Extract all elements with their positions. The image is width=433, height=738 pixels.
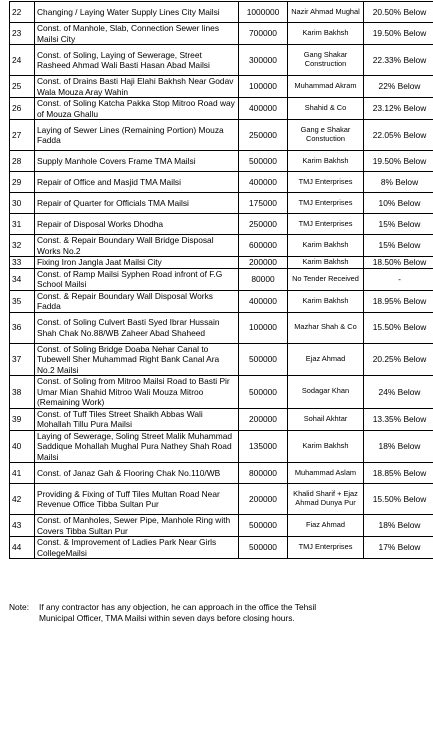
contractor-name: Shahid & Co: [288, 98, 364, 120]
rate-quoted: 10% Below: [364, 193, 433, 214]
row-number: 33: [10, 257, 35, 269]
estimated-cost: 200000: [239, 408, 288, 430]
row-number: 39: [10, 408, 35, 430]
estimated-cost: 200000: [239, 484, 288, 515]
contractor-name: Karim Bakhsh: [288, 257, 364, 269]
estimated-cost: 80000: [239, 268, 288, 290]
contractor-name: Karim Bakhsh: [288, 235, 364, 257]
row-number: 37: [10, 343, 35, 376]
work-description: Laying of Sewer Lines (Remaining Portion) Mouza Fadda: [35, 120, 239, 151]
note-label: Note:: [9, 602, 30, 612]
rate-quoted: 18% Below: [364, 430, 433, 463]
table-row: [10, 214, 433, 235]
table-row: [10, 193, 433, 214]
estimated-cost: 600000: [239, 235, 288, 257]
table-row: [10, 537, 433, 559]
work-description: Const. of Janaz Gah & Flooring Chak No.110/WB: [35, 463, 239, 484]
table-row: [10, 376, 433, 409]
work-description: Const. of Tuff Tiles Street Shaikh Abbas Wali Mohallah Tillu Pura Mailsi: [35, 408, 239, 430]
table-row: [10, 290, 433, 312]
row-number: 42: [10, 484, 35, 515]
table-row: [10, 235, 433, 257]
work-description: Const. of Drains Basti Haji Elahi Bakhsh Near Godav Wala Mouza Aray Wahin: [35, 76, 239, 98]
contractor-name: TMJ Enterprises: [288, 214, 364, 235]
contractor-name: Mazhar Shah & Co: [288, 312, 364, 343]
estimated-cost: 400000: [239, 98, 288, 120]
row-number: 22: [10, 2, 35, 23]
rate-quoted: 24% Below: [364, 376, 433, 409]
table-row: [10, 408, 433, 430]
estimated-cost: 500000: [239, 515, 288, 537]
estimated-cost: 250000: [239, 214, 288, 235]
work-description: Changing / Laying Water Supply Lines City Mailsi: [35, 2, 239, 23]
contractor-name: Ejaz Ahmad: [288, 343, 364, 376]
work-description: Repair of Office and Masjid TMA Mailsi: [35, 172, 239, 193]
estimated-cost: 300000: [239, 45, 288, 76]
estimated-cost: 800000: [239, 463, 288, 484]
table-row: [10, 343, 433, 376]
note-first-line: [9, 602, 429, 613]
note-block: [9, 602, 429, 624]
work-description: Providing & Fixing of Tuff Tiles Multan Road Near Revenue Office Tibba Sultan Pur: [35, 484, 239, 515]
contractor-name: TMJ Enterprises: [288, 193, 364, 214]
row-number: 30: [10, 193, 35, 214]
work-description: Const. of Soling Culvert Basti Syed Ibrar Hussain Shah Chak No.88/WB Zaheer Abad Shaheed: [35, 312, 239, 343]
rate-quoted: -: [364, 268, 433, 290]
work-description: Const. of Manhole, Slab, Connection Sewer lines Mailsi City: [35, 23, 239, 45]
estimated-cost: 1000000: [239, 2, 288, 23]
note-text-line-2: Municipal Officer, TMA Mailsi within seven days before closing hours.: [39, 613, 295, 623]
rate-quoted: 18.85% Below: [364, 463, 433, 484]
estimated-cost: 175000: [239, 193, 288, 214]
work-description: Fixing Iron Jangla Jaat Mailsi City: [35, 257, 239, 269]
rate-quoted: 17% Below: [364, 537, 433, 559]
table-row: [10, 172, 433, 193]
contractor-name: Nazir Ahmad Mughal: [288, 2, 364, 23]
table-row: [10, 515, 433, 537]
table-row: [10, 312, 433, 343]
work-description: Supply Manhole Covers Frame TMA Mailsi: [35, 151, 239, 172]
row-number: 29: [10, 172, 35, 193]
table-row: [10, 2, 433, 23]
row-number: 24: [10, 45, 35, 76]
row-number: 40: [10, 430, 35, 463]
contractor-name: Gang e Shakar Constuction: [288, 120, 364, 151]
works-table-body: [10, 2, 433, 559]
table-row: [10, 120, 433, 151]
rate-quoted: 20.25% Below: [364, 343, 433, 376]
table-row: [10, 45, 433, 76]
work-description: Const. of Ramp Mailsi Syphen Road infront of F.G School Mailsi: [35, 268, 239, 290]
work-description: Repair of Quarter for Officials TMA Mailsi: [35, 193, 239, 214]
estimated-cost: 400000: [239, 172, 288, 193]
row-number: 36: [10, 312, 35, 343]
rate-quoted: 22.05% Below: [364, 120, 433, 151]
estimated-cost: 135000: [239, 430, 288, 463]
row-number: 28: [10, 151, 35, 172]
contractor-name: Sohail Akhtar: [288, 408, 364, 430]
row-number: 25: [10, 76, 35, 98]
estimated-cost: 100000: [239, 312, 288, 343]
estimated-cost: 200000: [239, 257, 288, 269]
table-row: [10, 23, 433, 45]
table-row: [10, 98, 433, 120]
estimated-cost: 500000: [239, 151, 288, 172]
work-description: Repair of Disposal Works Dhodha: [35, 214, 239, 235]
table-row: [10, 257, 433, 269]
work-description: Const. of Manholes, Sewer Pipe, Manhole Ring with Covers Tibba Sultan Pur: [35, 515, 239, 537]
table-row: [10, 151, 433, 172]
row-number: 32: [10, 235, 35, 257]
rate-quoted: 18% Below: [364, 515, 433, 537]
contractor-name: Karim Bakhsh: [288, 430, 364, 463]
rate-quoted: 15.50% Below: [364, 312, 433, 343]
rate-quoted: 18.50% Below: [364, 257, 433, 269]
work-description: Const. & Improvement of Ladies Park Near Girls CollegeMailsi: [35, 537, 239, 559]
contractor-name: Muhammad Aslam: [288, 463, 364, 484]
row-number: 44: [10, 537, 35, 559]
contractor-name: Sodagar Khan: [288, 376, 364, 409]
work-description: Laying of Sewerage, Soling Street Malik Muhammad Saddique Mohallah Mughal Pura Nathey Shah Road Mailsi: [35, 430, 239, 463]
rate-quoted: 22% Below: [364, 76, 433, 98]
row-number: 23: [10, 23, 35, 45]
contractor-name: TMJ Enterprises: [288, 172, 364, 193]
contractor-name: Khalid Sharif + Ejaz Ahmad Dunya Pur: [288, 484, 364, 515]
row-number: 26: [10, 98, 35, 120]
rate-quoted: 15% Below: [364, 235, 433, 257]
table-row: [10, 484, 433, 515]
rate-quoted: 23.12% Below: [364, 98, 433, 120]
estimated-cost: 700000: [239, 23, 288, 45]
estimated-cost: 400000: [239, 290, 288, 312]
rate-quoted: 15% Below: [364, 214, 433, 235]
contractor-name: Gang Shakar Construction: [288, 45, 364, 76]
contractor-name: Karim Bakhsh: [288, 151, 364, 172]
works-table: [9, 1, 433, 559]
rate-quoted: 8% Below: [364, 172, 433, 193]
note-text-line-1: If any contractor has any objection, he can approach in the office the Tehsil: [39, 602, 317, 612]
work-description: Const. of Soling from Mitroo Mailsi Road to Basti Pir Umar Mian Shahid Mitroo Wali Mouza Mitroo (Remaining Work): [35, 376, 239, 409]
rate-quoted: 13.35% Below: [364, 408, 433, 430]
row-number: 35: [10, 290, 35, 312]
work-description: Const. of Soling, Laying of Sewerage, Street Rasheed Ahmad Wali Basti Hasan Abad Mailsi: [35, 45, 239, 76]
table-row: [10, 76, 433, 98]
contractor-name: Karim Bakhsh: [288, 290, 364, 312]
table-row: [10, 268, 433, 290]
estimated-cost: 100000: [239, 76, 288, 98]
estimated-cost: 500000: [239, 537, 288, 559]
table-row: [10, 463, 433, 484]
rate-quoted: 22.33% Below: [364, 45, 433, 76]
contractor-name: TMJ Enterprises: [288, 537, 364, 559]
contractor-name: Muhammad Akram: [288, 76, 364, 98]
estimated-cost: 250000: [239, 120, 288, 151]
rate-quoted: 19.50% Below: [364, 23, 433, 45]
row-number: 27: [10, 120, 35, 151]
rate-quoted: 19.50% Below: [364, 151, 433, 172]
work-description: Const. of Soling Bridge Doaba Nehar Canal to Tubewell Sher Muhammad Right Bank Canal Ara No.2 Mailsi: [35, 343, 239, 376]
table-row: [10, 430, 433, 463]
work-description: Const. of Soling Katcha Pakka Stop Mitroo Road way of Mouza Ghallu: [35, 98, 239, 120]
row-number: 34: [10, 268, 35, 290]
row-number: 43: [10, 515, 35, 537]
work-description: Const. & Repair Boundary Wall Bridge Disposal Works No.2: [35, 235, 239, 257]
contractor-name: No Tender Received: [288, 268, 364, 290]
rate-quoted: 15.50% Below: [364, 484, 433, 515]
contractor-name: Karim Bakhsh: [288, 23, 364, 45]
estimated-cost: 500000: [239, 343, 288, 376]
estimated-cost: 500000: [239, 376, 288, 409]
rate-quoted: 18.95% Below: [364, 290, 433, 312]
row-number: 31: [10, 214, 35, 235]
work-description: Const. & Repair Boundary Wall Disposal Works Fadda: [35, 290, 239, 312]
row-number: 41: [10, 463, 35, 484]
rate-quoted: 20.50% Below: [364, 2, 433, 23]
contractor-name: Fiaz Ahmad: [288, 515, 364, 537]
row-number: 38: [10, 376, 35, 409]
